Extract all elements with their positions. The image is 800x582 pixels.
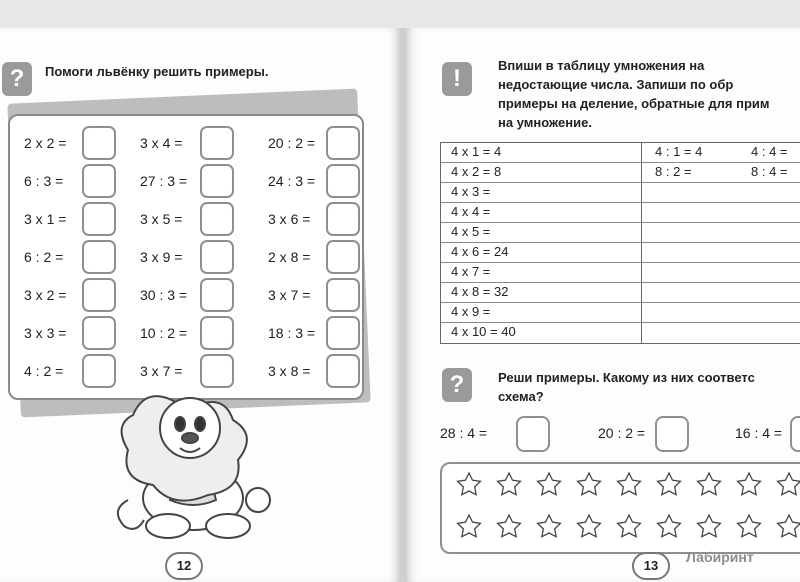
example-text: 4 : 2 = bbox=[24, 363, 64, 379]
table-cell[interactable]: 4 x 7 = bbox=[451, 264, 491, 279]
example-text: 3 x 5 = bbox=[140, 211, 183, 227]
task-title-left: Помоги львёнку решить примеры. bbox=[45, 64, 269, 79]
table-cell[interactable]: 4 : 4 = bbox=[751, 144, 788, 159]
answer-box[interactable] bbox=[200, 316, 234, 350]
example-text: 3 x 3 = bbox=[24, 325, 67, 341]
lion-cub-illustration bbox=[108, 350, 278, 540]
task-title-line: на умножение. bbox=[498, 115, 592, 130]
task-title-line: Реши примеры. Какому из них соответс bbox=[498, 370, 755, 385]
star-icon bbox=[456, 514, 482, 540]
answer-box[interactable] bbox=[200, 126, 234, 160]
task-title-line: Впиши в таблицу умножения на bbox=[498, 58, 705, 73]
exclamation-badge-icon: ! bbox=[442, 62, 472, 96]
example-text: 2 x 2 = bbox=[24, 135, 67, 151]
example-text: 27 : 3 = bbox=[140, 173, 188, 189]
answer-box[interactable] bbox=[516, 416, 550, 452]
answer-box[interactable] bbox=[200, 278, 234, 312]
star-icon bbox=[736, 514, 762, 540]
example-text: 20 : 2 = bbox=[268, 135, 316, 151]
task-title-right bbox=[498, 56, 770, 132]
table-row bbox=[441, 143, 800, 163]
star-icon bbox=[696, 514, 722, 540]
example-text: 24 : 3 = bbox=[268, 173, 316, 189]
example-text: 3 x 4 = bbox=[140, 135, 183, 151]
example-text: 3 x 1 = bbox=[24, 211, 67, 227]
answer-box[interactable] bbox=[326, 316, 360, 350]
answer-box[interactable] bbox=[326, 126, 360, 160]
star-icon bbox=[776, 472, 800, 498]
answer-box[interactable] bbox=[655, 416, 689, 452]
answer-box[interactable] bbox=[326, 240, 360, 274]
example-text: 6 : 3 = bbox=[24, 173, 64, 189]
star-icon bbox=[536, 514, 562, 540]
table-cell[interactable]: 4 x 10 = 40 bbox=[451, 324, 516, 339]
answer-box[interactable] bbox=[82, 164, 116, 198]
star-icon bbox=[616, 514, 642, 540]
star-icon bbox=[456, 472, 482, 498]
example-text: 3 x 2 = bbox=[24, 287, 67, 303]
table-row bbox=[441, 323, 800, 342]
star-icon bbox=[576, 472, 602, 498]
table-row bbox=[441, 223, 800, 243]
answer-box[interactable] bbox=[82, 202, 116, 236]
example-text: 3 x 9 = bbox=[140, 249, 183, 265]
page-number-left: 12 bbox=[165, 552, 203, 580]
star-icon bbox=[696, 472, 722, 498]
answer-box[interactable] bbox=[82, 240, 116, 274]
table-cell[interactable]: 4 x 1 = 4 bbox=[451, 144, 502, 159]
task-title-line: недостающие числа. Запиши по обр bbox=[498, 77, 734, 92]
star-icon bbox=[496, 472, 522, 498]
question-badge-icon: ? bbox=[2, 62, 32, 96]
answer-box[interactable] bbox=[326, 164, 360, 198]
example-text: 3 x 7 = bbox=[268, 287, 311, 303]
answer-box[interactable] bbox=[82, 278, 116, 312]
question-badge-icon: ? bbox=[442, 368, 472, 402]
table-row bbox=[441, 243, 800, 263]
task-title-solve bbox=[498, 368, 755, 406]
answer-box[interactable] bbox=[200, 164, 234, 198]
table-cell[interactable]: 4 x 8 = 32 bbox=[451, 284, 509, 299]
example-text: 30 : 3 = bbox=[140, 287, 188, 303]
star-icon bbox=[656, 514, 682, 540]
table-row bbox=[441, 283, 800, 303]
table-row bbox=[441, 203, 800, 223]
star-icon bbox=[536, 472, 562, 498]
table-cell[interactable]: 4 x 4 = bbox=[451, 204, 491, 219]
answer-box[interactable] bbox=[200, 202, 234, 236]
table-cell[interactable]: 8 : 2 = bbox=[655, 164, 692, 179]
table-cell[interactable]: 4 : 1 = 4 bbox=[655, 144, 703, 159]
answer-box[interactable] bbox=[82, 316, 116, 350]
star-icon bbox=[736, 472, 762, 498]
star-icon bbox=[496, 514, 522, 540]
table-cell[interactable]: 4 x 3 = bbox=[451, 184, 491, 199]
table-row bbox=[441, 183, 800, 203]
table-row bbox=[441, 163, 800, 183]
example-text: 2 x 8 = bbox=[268, 249, 311, 265]
task-title-line: схема? bbox=[498, 389, 544, 404]
star-icon bbox=[576, 514, 602, 540]
example-text: 3 x 8 = bbox=[268, 363, 311, 379]
table-cell[interactable]: 8 : 4 = bbox=[751, 164, 788, 179]
table-row bbox=[441, 303, 800, 323]
example-text: 20 : 2 = bbox=[598, 425, 646, 441]
table-row bbox=[441, 263, 800, 283]
multiplication-table bbox=[440, 142, 800, 344]
example-text: 10 : 2 = bbox=[140, 325, 188, 341]
example-text: 18 : 3 = bbox=[268, 325, 316, 341]
answer-box[interactable] bbox=[200, 240, 234, 274]
example-text: 6 : 2 = bbox=[24, 249, 64, 265]
answer-box[interactable] bbox=[790, 416, 800, 452]
page-number-right: 13 bbox=[632, 552, 670, 580]
example-text: 3 x 6 = bbox=[268, 211, 311, 227]
star-icon bbox=[616, 472, 642, 498]
example-text: 28 : 4 = bbox=[440, 425, 488, 441]
example-text: 3 x 7 = bbox=[140, 363, 183, 379]
table-cell[interactable]: 4 x 2 = 8 bbox=[451, 164, 502, 179]
answer-box[interactable] bbox=[326, 354, 360, 388]
table-cell[interactable]: 4 x 6 = 24 bbox=[451, 244, 509, 259]
star-groups-scheme bbox=[440, 462, 800, 554]
answer-box[interactable] bbox=[326, 278, 360, 312]
task-title-line: примеры на деление, обратные для прим bbox=[498, 96, 770, 111]
star-icon bbox=[656, 472, 682, 498]
table-cell[interactable]: 4 x 5 = bbox=[451, 224, 491, 239]
watermark-logo: Лабиринт bbox=[686, 549, 754, 565]
answer-box[interactable] bbox=[82, 126, 116, 160]
answer-box[interactable] bbox=[326, 202, 360, 236]
star-icon bbox=[776, 514, 800, 540]
example-text: 16 : 4 = bbox=[735, 425, 783, 441]
table-cell[interactable]: 4 x 9 = bbox=[451, 304, 491, 319]
